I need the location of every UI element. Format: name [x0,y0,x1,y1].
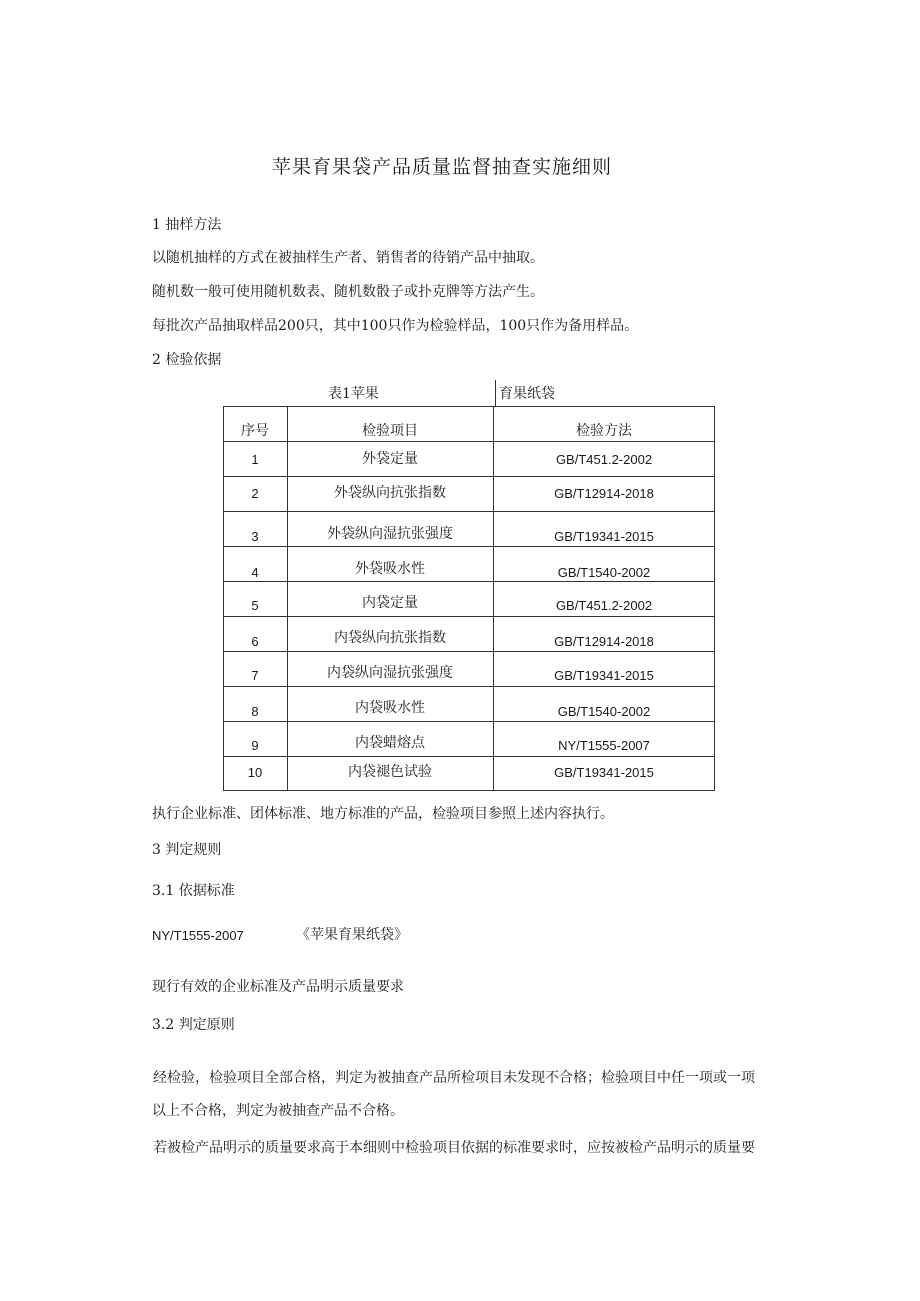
table-cell-index: 5 [251,598,259,613]
table-cell-method: GB/T19341-2015 [554,529,654,544]
table-cell-method: GB/T451.2-2002 [555,598,653,613]
table-cell-method: NY/T1555-2007 [558,738,650,753]
table-row-divider [223,651,715,652]
table-caption-right: 育果纸袋 [499,386,555,402]
table-cell-item: 内袋褪色试验 [348,764,432,780]
table-cell-index: 1 [251,452,259,467]
standard-extra: 现行有效的企业标准及产品明示质量要求 [152,979,404,995]
standard-name: 《苹果育果纸袋》 [296,927,408,943]
table-cell-index: 8 [251,704,259,719]
section-1-heading: 1 抽样方法 [152,217,222,233]
table-cell-index: 3 [251,529,259,544]
section-3-heading: 3 判定规则 [152,842,222,858]
table-cell-item: 外袋纵向湿抗张强度 [327,526,453,542]
table-cell-index: 4 [251,565,259,580]
table-cell-item: 内袋吸水性 [355,700,425,716]
table-row-divider [223,476,715,477]
table-row-divider [223,581,715,582]
table-cell-method: GB/T19341-2015 [554,668,654,683]
section-3-2-heading: 3.2 判定原则 [152,1017,235,1033]
section-2-heading: 2 检验依据 [152,352,222,368]
table-cell-item: 内袋定量 [362,595,418,611]
table-row-divider [223,756,715,757]
table-cell-index: 2 [251,486,259,501]
table-cell-index: 10 [247,765,263,780]
section-3-1-heading: 3.1 依据标准 [152,883,235,899]
table-cell-item: 内袋纵向湿抗张强度 [327,665,453,681]
table-caption-left: 表1苹果 [328,386,379,402]
principle-para-2-line-1: 若被检产品明示的质量要求高于本细则中检验项目依据的标准要求时，应按被检产品明示的质量要 [153,1140,755,1156]
sampling-line-3: 每批次产品抽取样品200只，其中100只作为检验样品，100只作为备用样品。 [152,318,639,334]
table-header-method: 检验方法 [576,423,632,439]
table-cell-method: GB/T19341-2015 [554,765,654,780]
table-cell-method: GB/T1540-2002 [557,565,651,580]
table-cell-method: GB/T12914-2018 [554,634,654,649]
inspection-table [223,406,715,791]
table-cell-index: 6 [251,634,259,649]
standard-code: NY/T1555-2007 [152,928,244,943]
table-row-divider [223,721,715,722]
caption-divider [495,380,496,406]
principle-para-1-line-1: 经检验，检验项目全部合格，判定为被抽查产品所检项目未发现不合格；检验项目中任一项或一项 [153,1070,755,1086]
table-note: 执行企业标准、团体标准、地方标准的产品，检验项目参照上述内容执行。 [152,806,614,822]
table-row-divider [223,616,715,617]
table-cell-method: GB/T451.2-2002 [555,452,653,467]
sampling-line-1: 以随机抽样的方式在被抽样生产者、销售者的待销产品中抽取。 [152,250,544,266]
principle-para-1-line-2: 以上不合格，判定为被抽查产品不合格。 [152,1103,404,1119]
sampling-line-2: 随机数一般可使用随机数表、随机数骰子或扑克牌等方法产生。 [152,284,544,300]
table-cell-item: 外袋纵向抗张指数 [334,485,446,501]
table-row-divider [223,686,715,687]
table-row-divider [223,546,715,547]
table-cell-item: 外袋定量 [362,451,418,467]
table-cell-index: 9 [251,738,259,753]
table-row-divider [223,441,715,442]
table-cell-item: 内袋纵向抗张指数 [334,630,446,646]
table-header-index: 序号 [241,423,269,439]
table-cell-index: 7 [251,668,259,683]
table-row-divider [223,511,715,512]
page-title: 苹果育果袋产品质量监督抽查实施细则 [272,156,613,178]
table-cell-method: GB/T12914-2018 [554,486,654,501]
table-cell-method: GB/T1540-2002 [557,704,651,719]
table-cell-item: 外袋吸水性 [355,561,425,577]
table-header-item: 检验项目 [362,423,418,439]
table-cell-item: 内袋蜡熔点 [355,735,425,751]
